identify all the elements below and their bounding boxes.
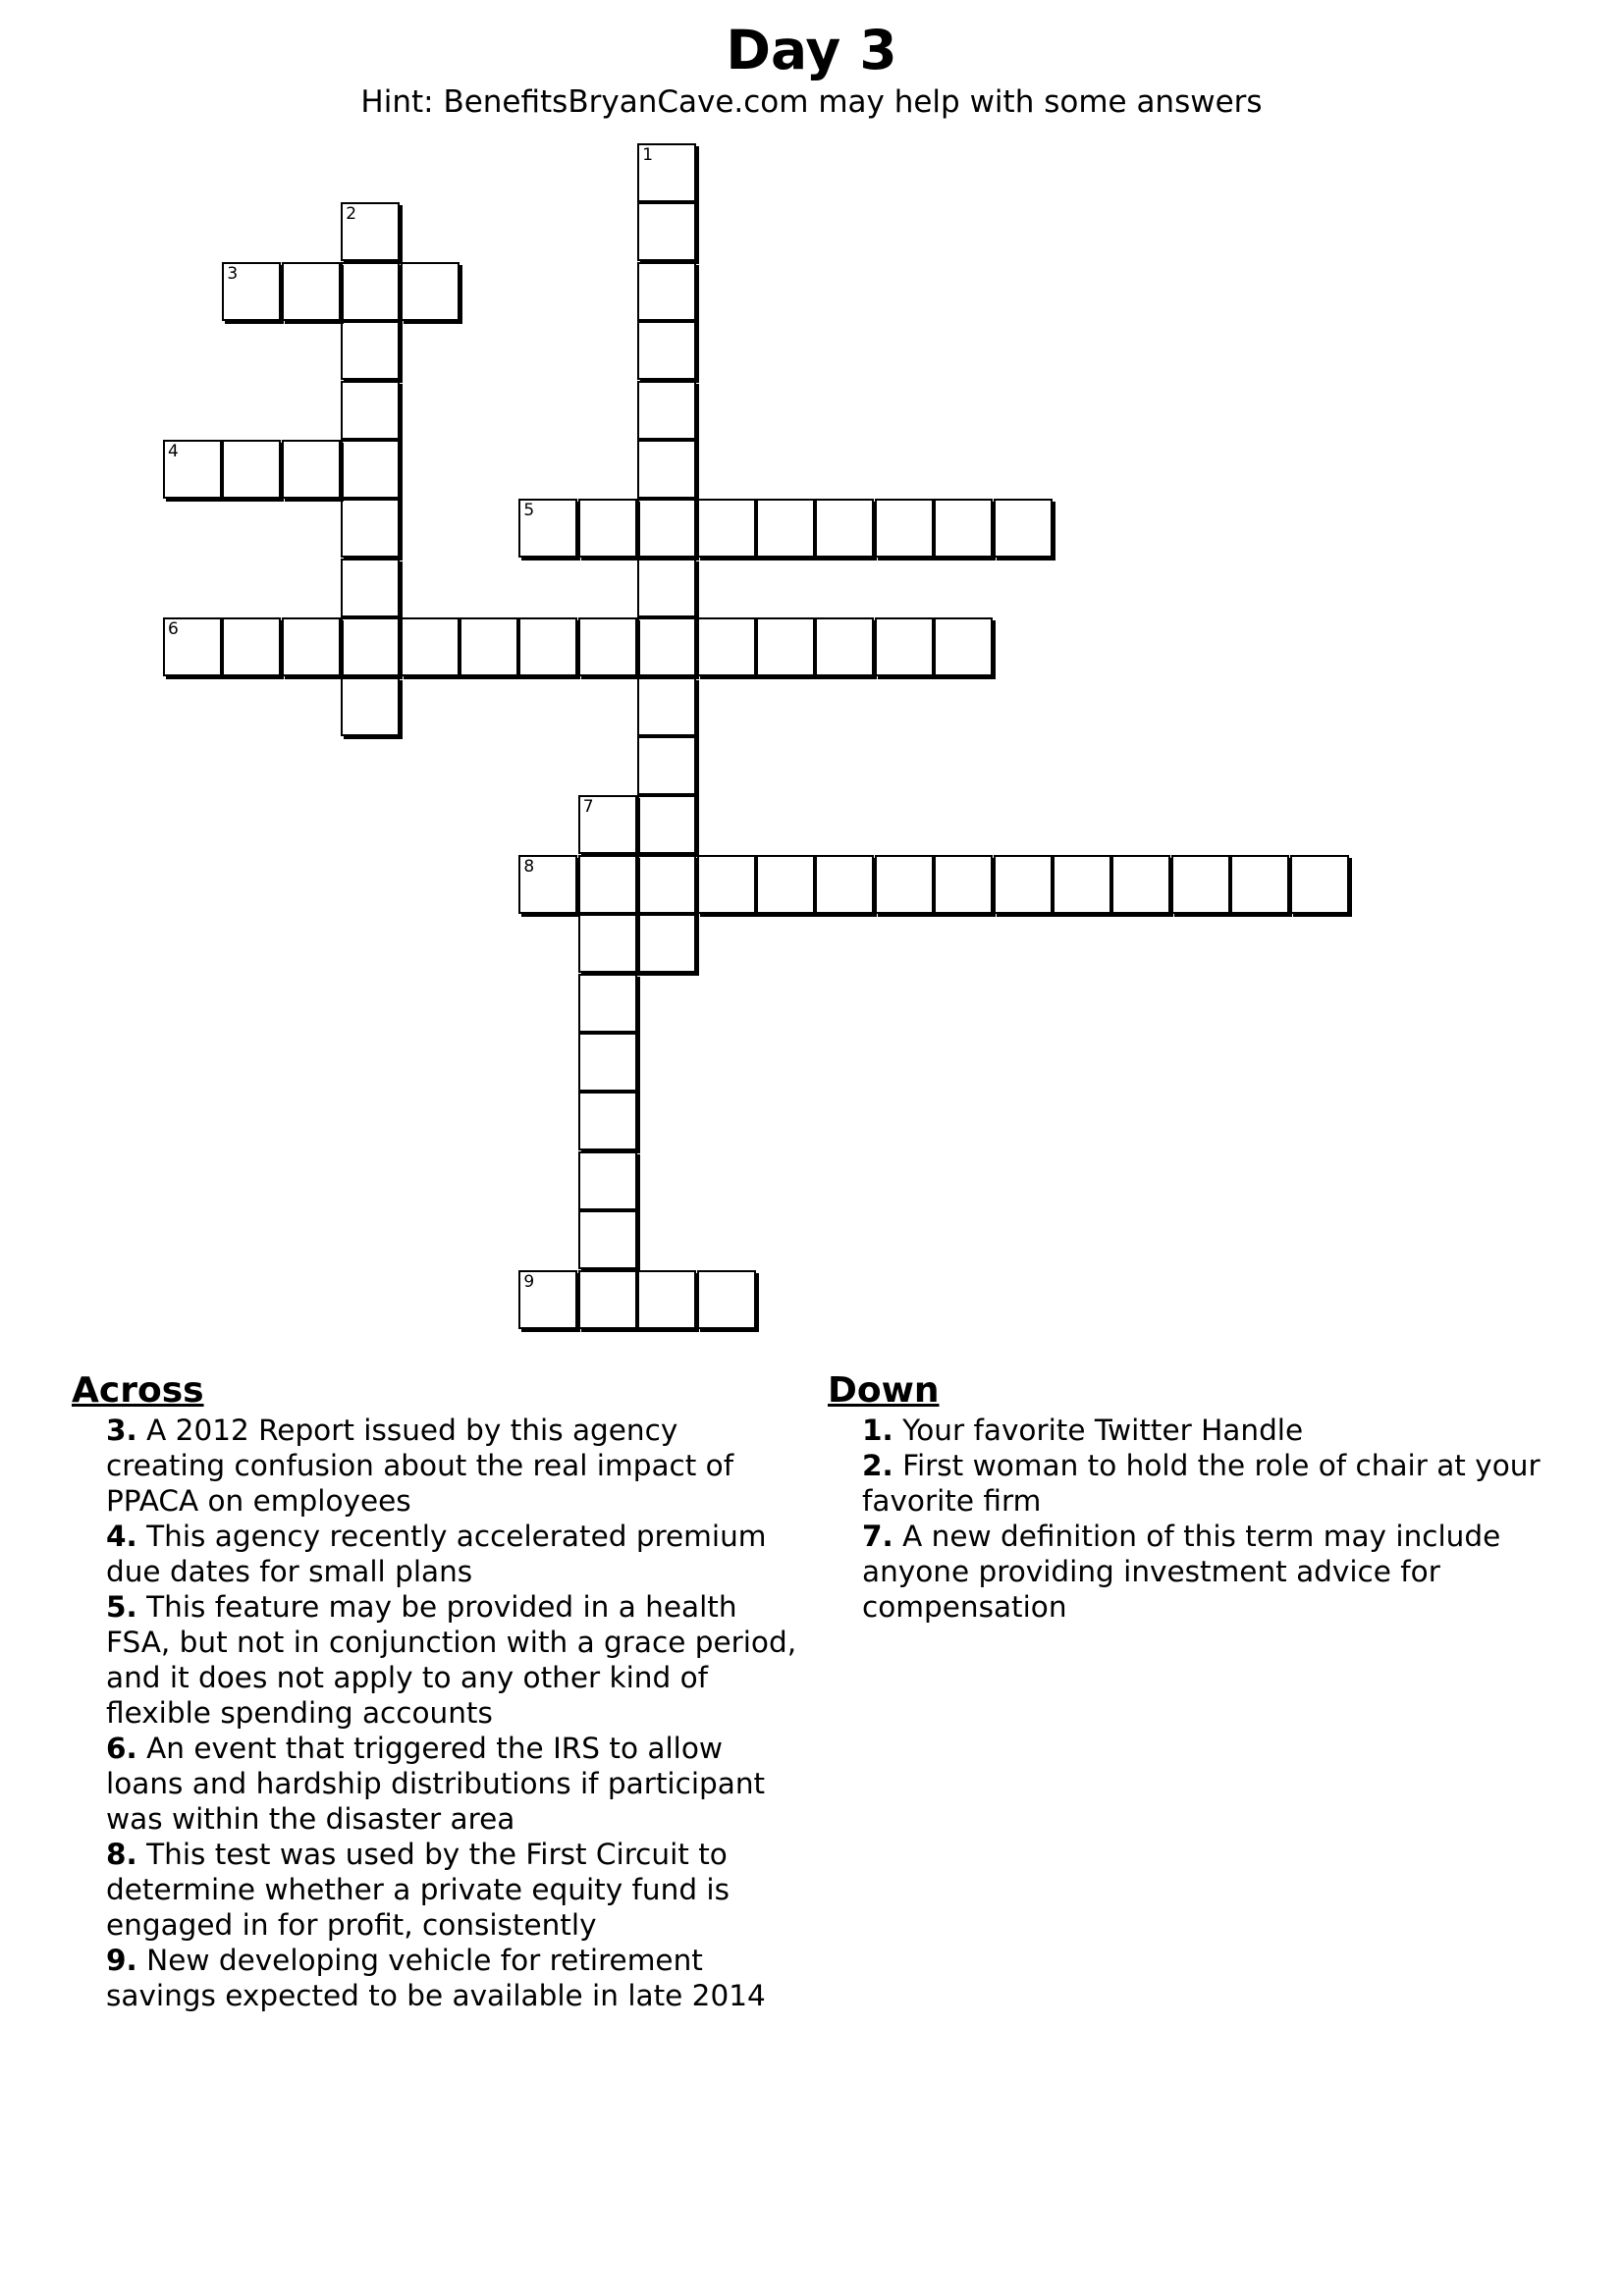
clue-number-label: 2 [346,204,357,225]
grid-cell[interactable] [341,617,400,676]
grid-cell[interactable] [756,617,815,676]
hint-text: Hint: BenefitsBryanCave.com may help with some answers [360,84,1263,120]
grid-cell[interactable] [637,736,696,795]
down-clue [828,1448,1574,1519]
clue-text: A new definition of this term may include anyone providing investment advice for compensation [862,1520,1501,1624]
grid-cell[interactable] [518,499,577,558]
grid-cell[interactable] [282,617,341,676]
clue-text: A 2012 Report issued by this agency creating confusion about the real impact of PPACA on employees [106,1414,734,1518]
grid-cell[interactable] [578,1210,637,1269]
grid-cell[interactable] [875,499,934,558]
grid-cell[interactable] [875,617,934,676]
grid-cell[interactable] [341,202,400,261]
grid-cell[interactable] [341,321,400,380]
clue-text: This feature may be provided in a health FSA, but not in conjunction with a grace period, and it does not apply to any other kind of flexible spending accounts [106,1590,797,1730]
down-clues [828,1369,1574,1625]
grid-cell[interactable] [637,440,696,499]
clue-number: 1. [862,1414,893,1447]
clue-number-label: 9 [523,1271,535,1292]
grid-cell[interactable] [163,440,222,499]
grid-cell[interactable] [697,499,756,558]
grid-cell[interactable] [1290,855,1349,914]
grid-cell[interactable] [994,855,1053,914]
grid-cell[interactable] [1111,855,1170,914]
grid-cell[interactable] [1230,855,1289,914]
across-clue [72,1589,798,1731]
grid-cell[interactable] [341,381,400,440]
grid-cell[interactable] [756,855,815,914]
grid-cell[interactable] [637,143,696,202]
grid-cell[interactable] [994,499,1053,558]
grid-cell[interactable] [578,855,637,914]
clue-number: 5. [106,1590,137,1624]
clue-number-label: 4 [168,442,179,461]
across-clue [72,1731,798,1837]
across-clue [72,1943,798,2013]
clue-number-label: 5 [523,501,535,521]
grid-cell[interactable] [697,855,756,914]
grid-cell[interactable] [637,677,696,736]
grid-cell[interactable] [341,440,400,499]
grid-cell[interactable] [637,262,696,321]
across-clue [72,1519,798,1589]
clue-text: This agency recently accelerated premium due dates for small plans [106,1520,767,1588]
clue-number-label: 6 [168,619,179,640]
grid-cell[interactable] [341,677,400,736]
grid-cell[interactable] [815,855,874,914]
grid-cell[interactable] [518,1270,577,1329]
grid-cell[interactable] [282,262,341,321]
grid-cell[interactable] [578,1033,637,1092]
grid-cell[interactable] [934,617,993,676]
grid-cell[interactable] [578,1092,637,1150]
grid-cell[interactable] [578,499,637,558]
grid-cell[interactable] [578,1151,637,1210]
grid-cell[interactable] [222,440,281,499]
grid-cell[interactable] [578,914,637,973]
across-clue [72,1413,798,1519]
grid-cell[interactable] [222,617,281,676]
grid-cell[interactable] [875,855,934,914]
clue-text: This test was used by the First Circuit to determine whether a private equity fund is engaged in for profit, consistently [106,1838,730,1942]
grid-cell[interactable] [815,617,874,676]
across-clue [72,1837,798,1943]
grid-cell[interactable] [815,499,874,558]
down-clue [828,1519,1574,1625]
grid-cell[interactable] [578,974,637,1033]
grid-cell[interactable] [697,617,756,676]
grid-cell[interactable] [637,914,696,973]
page-title: Day 3 [726,19,897,81]
down-clue [828,1413,1574,1448]
grid-cell[interactable] [401,262,460,321]
grid-cell[interactable] [401,617,460,676]
clue-number: 8. [106,1838,137,1871]
grid-cell[interactable] [637,321,696,380]
grid-cell[interactable] [637,202,696,261]
clue-text: An event that triggered the IRS to allow loans and hardship distributions if participant was within the disaster area [106,1732,766,1836]
grid-cell[interactable] [1053,855,1111,914]
grid-cell[interactable] [518,855,577,914]
grid-cell[interactable] [282,440,341,499]
across-heading: Across [72,1370,204,1411]
clue-number: 3. [106,1414,137,1447]
grid-cell[interactable] [222,262,281,321]
clue-number: 4. [106,1520,137,1553]
grid-cell[interactable] [637,855,696,914]
clue-text: Your favorite Twitter Handle [902,1414,1304,1447]
grid-cell[interactable] [756,499,815,558]
grid-cell[interactable] [518,617,577,676]
grid-cell[interactable] [637,1270,696,1329]
down-heading: Down [828,1370,940,1411]
grid-cell[interactable] [934,855,993,914]
grid-cell[interactable] [341,559,400,617]
across-clues [72,1369,798,2013]
clue-text: First woman to hold the role of chair at your favorite firm [862,1449,1541,1518]
clue-number-label: 8 [523,856,535,877]
grid-cell[interactable] [637,499,696,558]
grid-cell[interactable] [637,795,696,854]
clue-number: 9. [106,1944,137,1977]
clue-number-label: 3 [227,263,239,284]
grid-cell[interactable] [460,617,518,676]
clue-number: 2. [862,1449,893,1482]
clue-text: New developing vehicle for retirement savings expected to be available in late 2014 [106,1944,766,2012]
clue-number: 7. [862,1520,893,1553]
grid-cell[interactable] [578,617,637,676]
grid-cell[interactable] [578,795,637,854]
grid-cell[interactable] [578,1270,637,1329]
clue-number-label: 1 [642,145,654,165]
grid-cell[interactable] [934,499,993,558]
clue-number: 6. [106,1732,137,1765]
grid-cell[interactable] [341,499,400,558]
grid-cell[interactable] [1171,855,1230,914]
grid-cell[interactable] [637,381,696,440]
grid-cell[interactable] [163,617,222,676]
grid-cell[interactable] [637,559,696,617]
grid-cell[interactable] [697,1270,756,1329]
grid-cell[interactable] [341,262,400,321]
grid-cell[interactable] [637,617,696,676]
clue-number-label: 7 [582,797,594,818]
